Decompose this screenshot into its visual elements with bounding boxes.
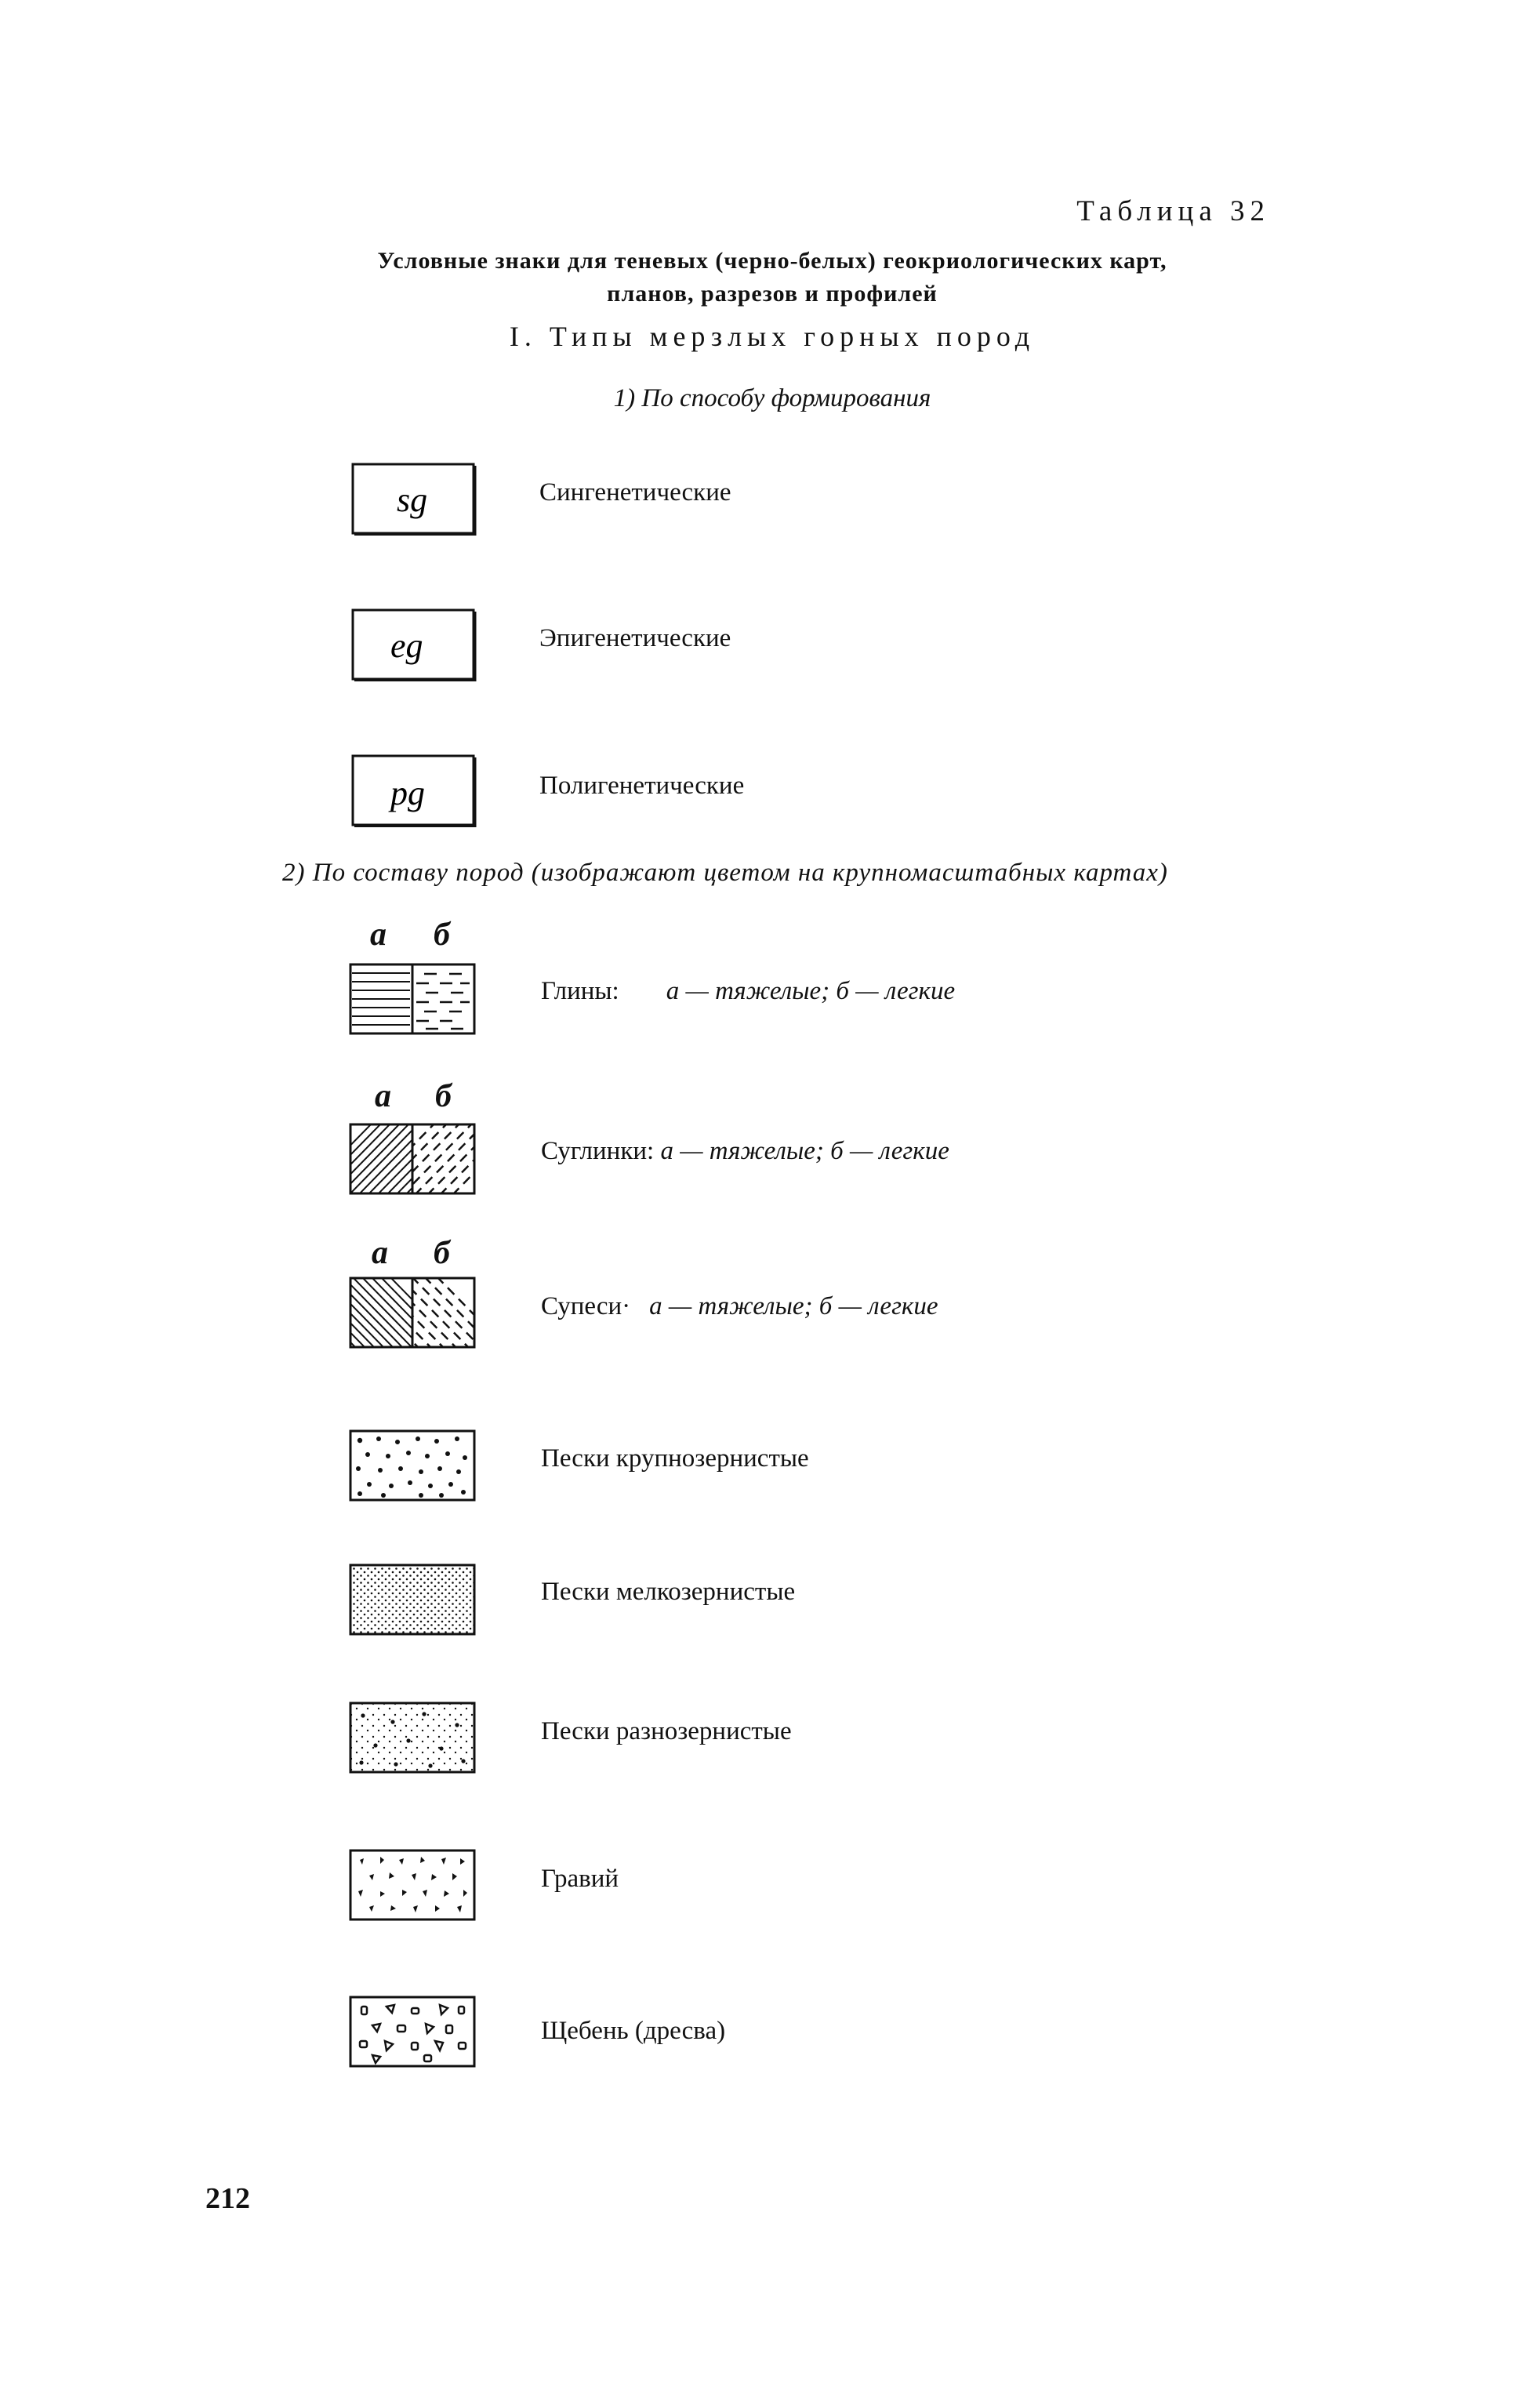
- pattern-coarse-sands: [349, 1429, 482, 1505]
- table-title: [235, 245, 1309, 311]
- legend-symbol-sg: sg: [397, 481, 428, 519]
- legend-label-syngenetic: Сингенетические: [539, 478, 731, 507]
- legend-label-mixed-sands: Пески разнозернистые: [541, 1717, 792, 1745]
- subsection-2-heading: 2) По составу пород (изображают цветом на крупномасштабных картах): [282, 859, 1168, 887]
- legend-label-rubble: Щебень (дресва): [541, 2017, 726, 2045]
- legend-label-coarse-sands: Пески крупнозернистые: [541, 1444, 809, 1473]
- legend-label-sandy-loams: [541, 1292, 938, 1321]
- legend-symbol-eg: eg: [390, 627, 423, 665]
- loams-a-text: а — тяжелые;: [660, 1137, 824, 1165]
- legend-box-sg: [351, 463, 485, 538]
- pattern-clays: [349, 963, 482, 1038]
- loams-name: Суглинки:: [541, 1137, 655, 1165]
- clays-a-text: а — тяжелые;: [666, 977, 830, 1005]
- legend-label-gravel: Гравий: [541, 1865, 619, 1893]
- label-b-loams: б: [435, 1078, 452, 1114]
- label-b-clays: б: [434, 917, 450, 953]
- legend-label-clays: [541, 977, 955, 1006]
- legend-symbol-pg: pg: [390, 774, 425, 812]
- page-number: 212: [205, 2182, 250, 2215]
- label-a-sandy-loams: а: [372, 1235, 388, 1271]
- pattern-sandy-loams: [349, 1277, 482, 1352]
- clays-b-text: б — легкие: [836, 977, 956, 1005]
- sandy-loams-name: Супеси·: [541, 1292, 631, 1320]
- legend-box-pg: [351, 754, 485, 830]
- subsection-1-heading: 1) По способу формирования: [613, 384, 931, 412]
- pattern-rubble: [349, 1996, 482, 2071]
- label-a-loams: а: [375, 1078, 391, 1114]
- pattern-gravel: [349, 1849, 482, 1924]
- legend-box-eg: [351, 608, 485, 684]
- sandy-loams-a-text: а — тяжелые;: [649, 1292, 813, 1320]
- title-line-2: планов, разрезов и профилей: [607, 281, 938, 307]
- pattern-fine-sands: [349, 1564, 482, 1639]
- legend-label-fine-sands: Пески мелкозернистые: [541, 1578, 796, 1606]
- legend-label-epigenetic: Эпигенетические: [539, 624, 731, 652]
- loams-b-text: б — легкие: [830, 1137, 949, 1165]
- title-line-1: Условные знаки для теневых (черно-белых) геокриологических карт,: [377, 248, 1167, 274]
- label-b-sandy-loams: б: [434, 1235, 450, 1271]
- pattern-loams: [349, 1123, 482, 1198]
- clays-name: Глины:: [541, 977, 619, 1005]
- section-heading: I. Типы мерзлых горных пород: [509, 321, 1036, 352]
- table-number: Таблица 32: [1076, 195, 1270, 227]
- pattern-mixed-sands: [349, 1702, 482, 1777]
- legend-label-polygenetic: Полигенетические: [539, 772, 745, 800]
- label-a-clays: а: [370, 917, 387, 953]
- sandy-loams-b-text: б — легкие: [818, 1292, 938, 1320]
- legend-label-loams: [541, 1137, 949, 1166]
